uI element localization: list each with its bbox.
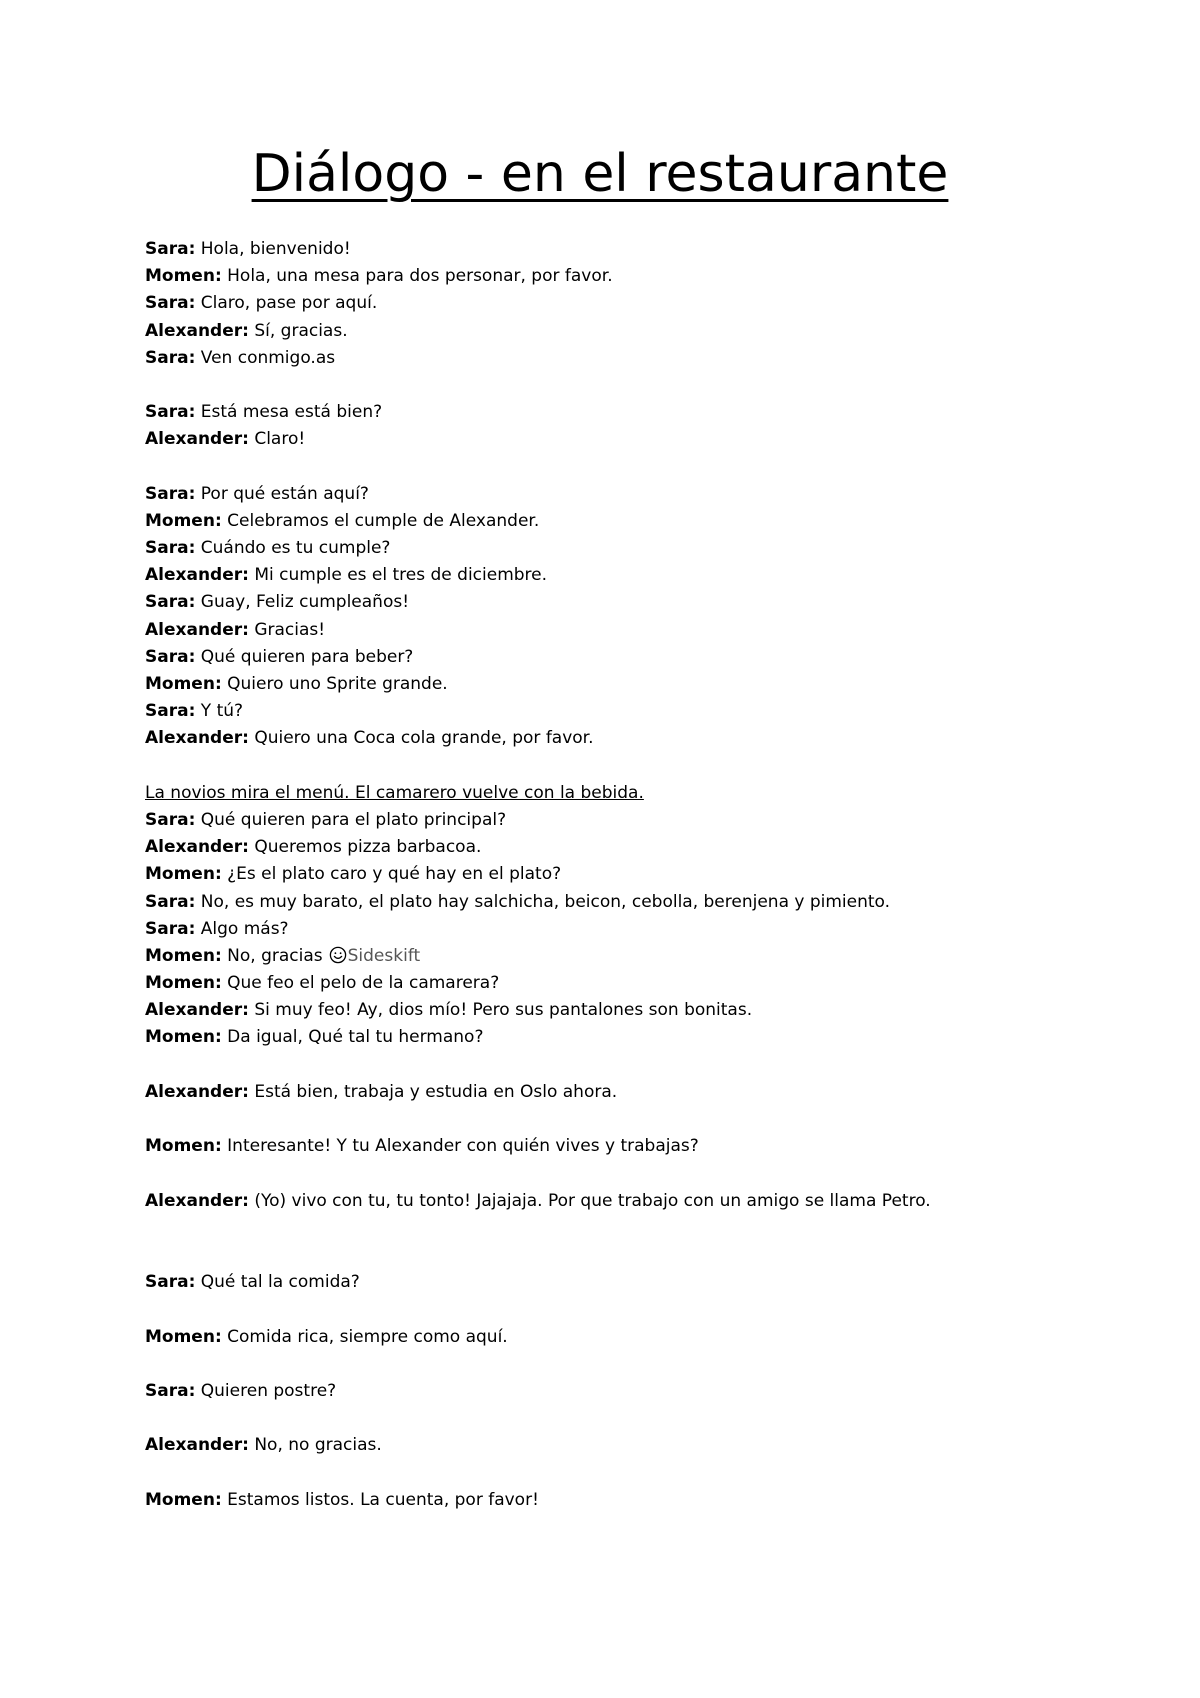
dialogue-text: Da igual, Qué tal tu hermano? [221,1027,484,1048]
speaker-label: Sara: [145,701,196,722]
dialogue-text: Está mesa está bien? [195,402,383,423]
dialogue-line [145,725,1155,752]
dialogue-text: Quiero uno Sprite grande. [221,674,448,694]
speaker-label: Alexander: [145,320,249,341]
dialogue-text: Sí, gracias. [248,320,348,341]
dialogue-text: Gracias! [248,619,326,640]
document-title: Diálogo - en el restaurante [251,144,949,204]
dialogue-text: Comida rica, siempre como aquí. [221,1326,508,1347]
speaker-label: Alexander: [145,565,249,586]
speaker-label: Alexander: [145,619,249,640]
dialogue-text: Hola, bienvenido! [195,239,351,259]
dialogue-text: Algo más? [195,918,289,939]
dialogue-line [145,698,1155,725]
speaker-label: Alexander: [145,1190,249,1211]
speaker-label: Momen: [145,1489,222,1510]
dialogue-line [145,426,1155,453]
dialogue-text: Cuándo es tu cumple? [195,538,391,559]
dialogue-text: No, gracias [221,945,323,966]
dialogue-line [145,1487,1155,1514]
dialogue-line [145,1324,1155,1351]
dialogue-line [145,1432,1155,1459]
dialogue-line [145,1269,1155,1296]
speaker-label: Alexander: [145,1435,249,1456]
speaker-label: Sara: [145,809,196,830]
speaker-label: Momen: [145,674,222,694]
speaker-label: Sara: [145,1380,196,1401]
dialogue-text: Que feo el pelo de la camarera? [221,973,500,994]
dialogue-text: Claro, pase por aquí. [195,293,378,314]
dialogue-line [145,1133,1155,1160]
dialogue-line [145,562,1155,589]
speaker-label: Sara: [145,592,196,613]
dialogue-text: Qué quieren para el plato principal? [195,809,507,830]
speaker-label: Alexander: [145,728,249,749]
speaker-label: Sara: [145,347,196,368]
speaker-label: Sara: [145,891,196,912]
dialogue-line [145,1378,1155,1405]
dialogue-line [145,1079,1155,1106]
dialogue-text: No, es muy barato, el plato hay salchicha, beicon, cebolla, berenjena y pimiento. [195,891,891,912]
dialogue-text: Guay, Feliz cumpleaños! [195,592,410,613]
dialogue-line [145,589,1155,616]
dialogue-line [145,290,1155,317]
stage-direction [145,780,1155,807]
speaker-label: Momen: [145,1027,222,1048]
speaker-label: Momen: [145,1136,222,1157]
dialogue-line [145,1188,1155,1215]
dialogue-text: Interesante! Y tu Alexander con quién vives y trabajas? [221,1136,699,1157]
speaker-label: Momen: [145,864,222,885]
speaker-label: Sara: [145,538,196,559]
dialogue-text: Celebramos el cumple de Alexander. [221,510,540,531]
dialogue-line [145,889,1155,916]
dialogue-line [145,1024,1155,1051]
page-break-marker: Sideskift [347,945,421,966]
stage-direction-text: La novios mira el menú. El camarero vuelve con la bebida. [145,782,644,803]
dialogue-text: Ven conmigo.as [195,347,336,368]
dialogue-line [145,617,1155,644]
speaker-label: Sara: [145,918,196,939]
dialogue-text: Qué tal la comida? [195,1272,360,1293]
dialogue-text: Si muy feo! Ay, dios mío! Pero sus pantalones son bonitas. [248,1000,753,1021]
speaker-label: Sara: [145,239,196,259]
dialogue-text: Queremos pizza barbacoa. [248,837,482,858]
speaker-label: Sara: [145,293,196,314]
speaker-label: Momen: [145,973,222,994]
dialogue-text: Estamos listos. La cuenta, por favor! [221,1489,539,1510]
dialogue-line [145,481,1155,508]
dialogue-line [145,834,1155,861]
dialogue-line [145,345,1155,372]
speaker-label: Momen: [145,266,222,287]
dialogue-line [145,399,1155,426]
dialogue-line [145,644,1155,671]
speaker-label: Momen: [145,1326,222,1347]
dialogue-text: ¿Es el plato caro y qué hay en el plato? [221,864,562,885]
speaker-label: Momen: [145,510,222,531]
dialogue-line [145,997,1155,1024]
dialogue-text: No, no gracias. [248,1435,382,1456]
dialogue-line [145,671,1155,698]
dialogue-line [145,263,1155,290]
speaker-label: Sara: [145,646,196,667]
speaker-label: Alexander: [145,429,249,450]
dialogue-text: Quieren postre? [195,1380,337,1401]
speaker-label: Sara: [145,1272,196,1293]
dialogue-line [145,916,1155,943]
dialogue-line [145,508,1155,535]
dialogue-text: Qué quieren para beber? [195,646,414,667]
dialogue-line [145,807,1155,834]
dialogue-text: Y tú? [195,701,244,722]
dialogue-text: (Yo) vivo con tu, tu tonto! Jajajaja. Por que trabajo con un amigo se llama Petro. [248,1190,931,1211]
dialogue-text: Mi cumple es el tres de diciembre. [248,565,548,586]
dialogue-text: Quiero una Coca cola grande, por favor. [248,728,594,749]
speaker-label: Momen: [145,945,222,966]
dialogue-line [145,236,1155,263]
dialogue-text: Está bien, trabaja y estudia en Oslo ahora. [248,1081,618,1102]
speaker-label: Alexander: [145,1000,249,1021]
dialogue-line [145,970,1155,997]
speaker-label: Alexander: [145,1081,249,1102]
dialogue-text: Por qué están aquí? [195,483,369,504]
dialogue-body [145,236,1155,1514]
dialogue-text: Hola, una mesa para dos personar, por favor. [221,266,613,287]
dialogue-line [145,861,1155,888]
dialogue-line [145,318,1155,345]
speaker-label: Sara: [145,483,196,504]
dialogue-line [145,943,1155,970]
speaker-label: Alexander: [145,837,249,858]
speaker-label: Sara: [145,402,196,423]
dialogue-text: Claro! [248,429,306,450]
smiling-face-icon [329,946,347,964]
dialogue-line [145,535,1155,562]
